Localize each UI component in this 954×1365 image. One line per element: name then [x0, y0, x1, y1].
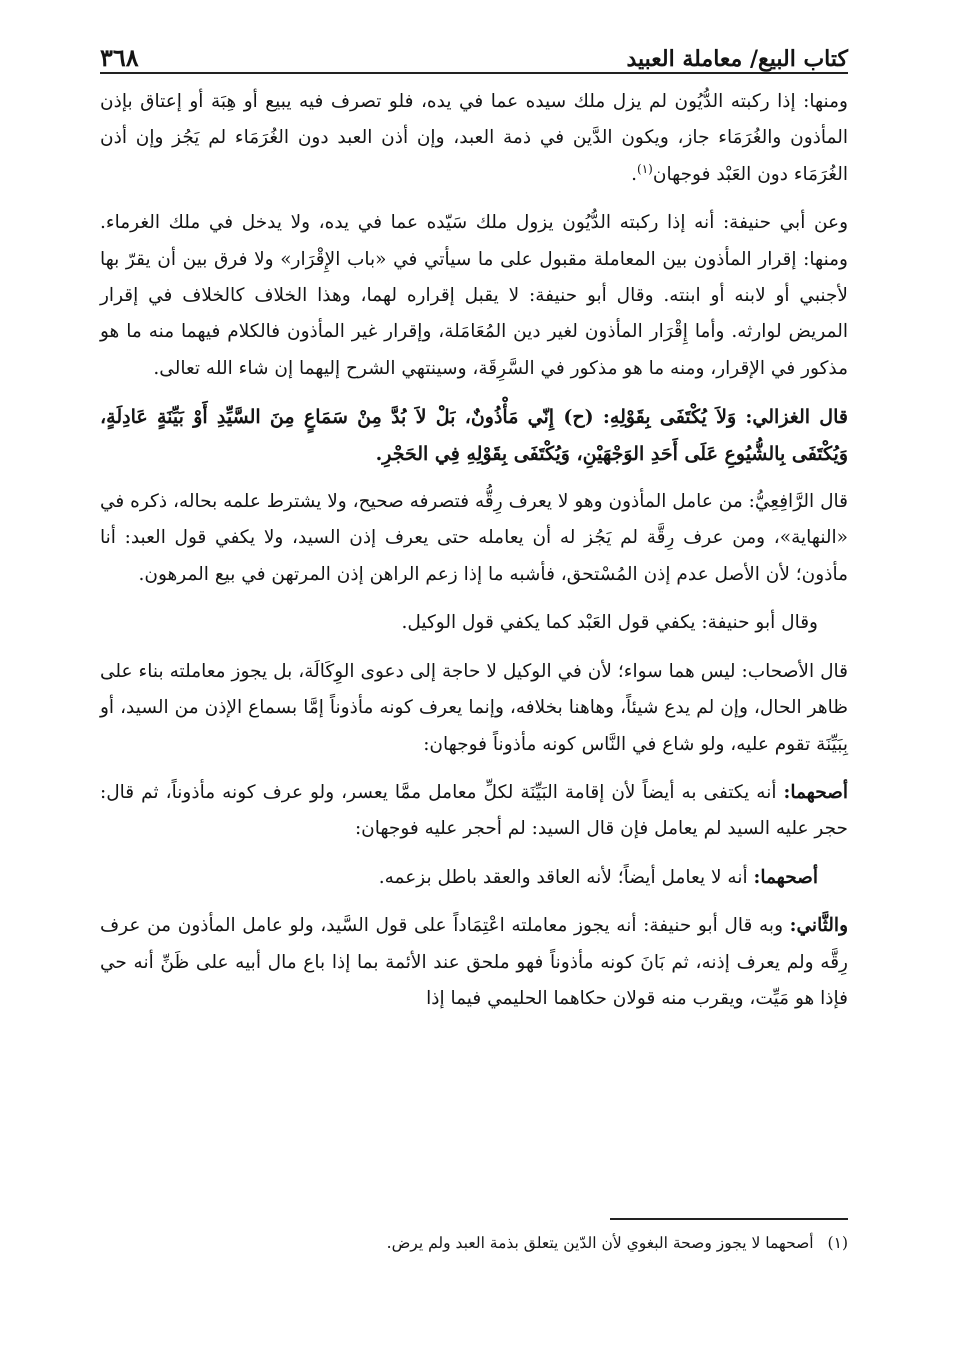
page-header	[100, 28, 848, 72]
lead-term: والثَّاني:	[789, 915, 848, 937]
lead-term: أصحهما:	[753, 866, 818, 888]
footnote	[100, 1230, 848, 1256]
page-number: ٣٦٨	[100, 43, 139, 72]
paragraph: قال الأصحاب: ليس هما سواء؛ لأن في الوكيل لا حاجة إلى دعوى الوِكَالَة، بل يجوز معاملته بناء على ظاهر الحال، وإن لم يدع شيئاً، وهاهنا بخلافه، وإنما يعرف كونه مأذوناً إمَّا بسماع الإذن من السيد، أو بِبَيِّنَة تقوم عليه، ولو شاع في النَّاس كونه مأذوناً فوجهان:	[100, 660, 848, 755]
footnote-reference: (١)	[637, 161, 653, 176]
paragraph: والثَّاني: وبه قال أبو حنيفة: أنه يجوز معاملته اعْتِمَاداً على قول السَّيد، ولو عامل المأذون من عرف رِقَّه ولم يعرف إذنه، ثم بَانَ كونه مأذوناً فهو ملحق عند الأئمة بما إذا باع مال أبيه على ظَنِّ أنه حي فإذا هو مَيِّت، ويقرب منه قولان حكاهما الحليمي فيما إذا	[100, 915, 848, 1009]
running-title: كتاب البيع/ معاملة العبيد	[626, 46, 848, 72]
footnote-number: (١)	[827, 1234, 848, 1252]
header-rule	[100, 72, 848, 74]
main-text	[100, 84, 848, 1029]
paragraph: أصحهما: أنه يكتفى به أيضاً لأن إقامة البَيِّنَة لكلِّ معامل ممَّا يعسر، ولو عرف كونه مأذوناً، ثم قال: حجر عليه السيد لم يعامل فإن قال السيد: لم أحجر عليه فوجهان:	[100, 781, 848, 840]
paragraph: قال الرَّافِعِيُّ: من عامل المأذون وهو لا يعرف رِقُّه فتصرفه صحيح، ولا يشترط علمه بحاله، ذكره في «النهاية»، ومن عرف رِقَّة لم يَجُز له أن يعامله حتى يعرف إذن السيد، ولا يكفي قول العبد: أنا مأذون؛ لأن الأصل عدم إذن المُسْتحق، فأشبه ما إذا زعم الراهن إذن المرتهن في بيع المرهون.	[100, 491, 848, 585]
paragraph: وقال أبو حنيفة: يكفي قول العَبْد كما يكفي قول الوكيل.	[401, 612, 818, 634]
footnote-text: أصحهما لا يجوز وصحة البغوي لأن الدّين يتعلق بذمة العبد ولم يرض.	[386, 1234, 814, 1252]
ghazali-quote: قال الغزالي: وَلاَ يُكْتَفَى بِقَوْلِهِ: (ح) إِنّي مَأْذُونٌ، بَلْ لاَ بُدَّ مِنْ سَمَاعٍ مِنَ السَّيِّدِ أَوْ بَيِّنَةٍ عَادِلَةٍ، وَيُكْتَفَى بِالشُّيُوعِ عَلَى أَحَدِ الوَجْهَيْنِ، وَيُكْتَفَى بِقَوْلِهِ فِي الحَجْرِ.	[100, 406, 848, 465]
paragraph: ومنها: إذا ركبته الدُّيُون لم يزل ملك سيده عما في يده، فلو تصرف فيه يبيع أو هِبَة أو إعتاق بإذن المأذون والغُرَمَاء جاز، ويكون الدَّين في ذمة العبد، وإن أذن العبد دون الغُرَمَاء لم يَجُز وإن أذن الغُرَمَاء دون العَبْد فوجهان$^{(١)}$.	[100, 91, 848, 185]
paragraph: أصحهما: أنه لا يعامل أيضاً؛ لأنه العاقد والعقد باطل بزعمه.	[378, 866, 818, 888]
footnote-rule	[610, 1218, 848, 1220]
lead-term: أصحهما:	[783, 781, 848, 803]
paragraph: وعن أبي حنيفة: أنه إذا ركبته الدُّيُون يزول ملك سَيّده عما في يده، ولا يدخل في ملك الغرماء. ومنها: إقرار المأذون بين المعاملة مقبول على ما سيأتي في «باب الإِقْرَار» ولا فرق بين أن يقرّ بها لأجنبي أو لابنه أو ابنته. وقال أبو حنيفة: لا يقبل إقراره لهما، وهذا الخلاف كالخلاف في إقرار المريض لوارثه. وأما إِقْرَار المأذون لغير دين المُعَامَلة، وإقرار غير المأذون فالكلام فيهما منه ما هو مذكور في الإقرار، ومنه ما هو مذكور في السَّرِقَة، وسينتهي الشرح إليهما إن شاء الله تعالى.	[100, 212, 848, 379]
